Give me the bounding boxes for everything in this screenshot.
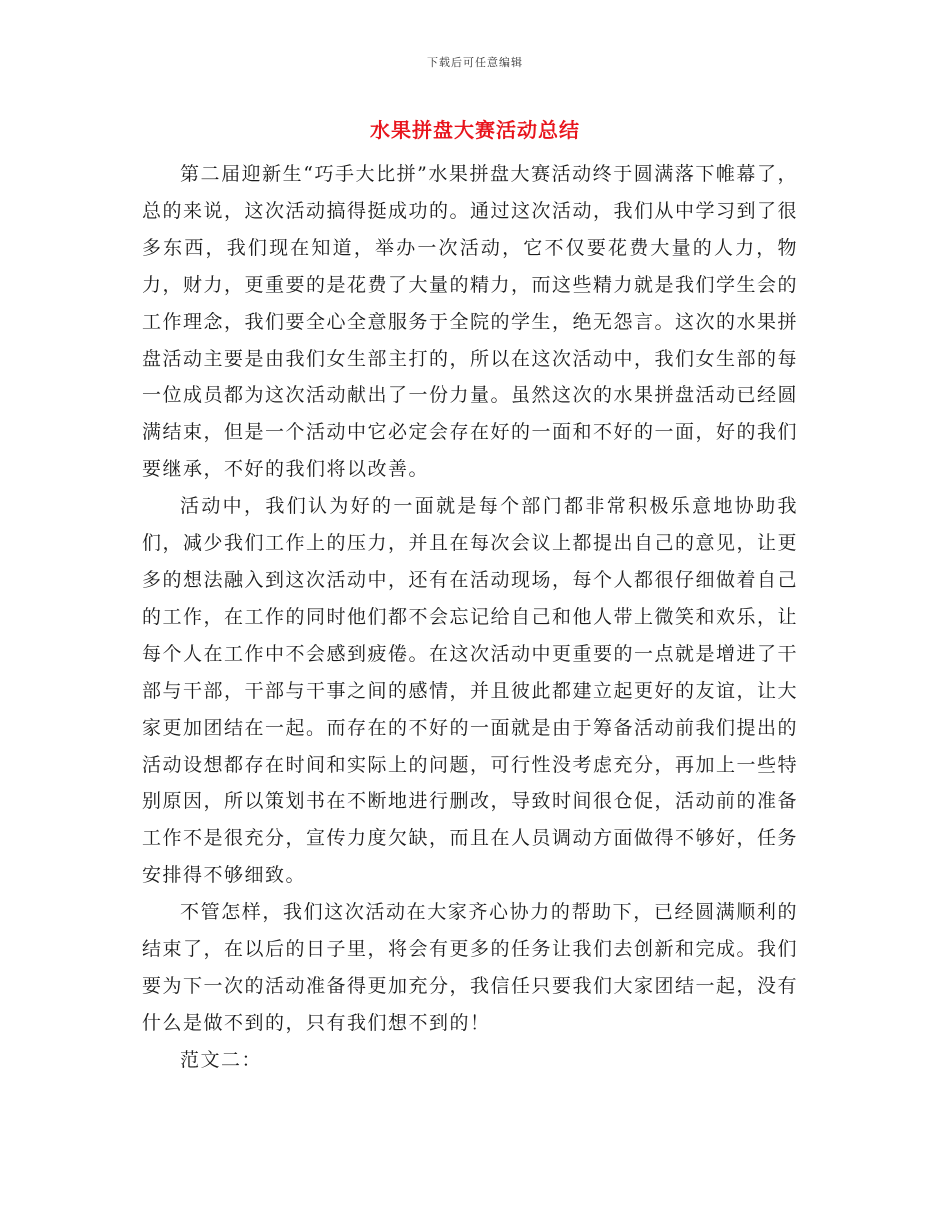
document-body [142, 156, 798, 1079]
paragraph-4: 范文二： [180, 1048, 263, 1071]
document-title: 水果拼盘大赛活动总结 [370, 118, 580, 142]
header-note: 下载后可任意编辑 [427, 56, 523, 69]
paragraph-3: 不管怎样，我们这次活动在大家齐心协力的帮助下，已经圆满顺利的结束了，在以后的日子里，将会有更多的任务让我们去创新和完成。我们要为下一次的活动准备得更加充分，我信任只要我们大家团结一起，没有什么是做不到的，只有我们想不到的！ [142, 901, 799, 1034]
paragraph-2: 活动中，我们认为好的一面就是每个部门都非常积极乐意地协助我们，减少我们工作上的压力，并且在每次会议上都提出自己的意见，让更多的想法融入到这次活动中，还有在活动现场，每个人都很仔细做着自己的工作，在工作的同时他们都不会忘记给自己和他人带上微笑和欢乐，让每个人在工作中不会感到疲倦。在这次活动中更重要的一点就是增进了干部与干部，干部与干事之间的感情，并且彼此都建立起更好的友谊，让大家更加团结在一起。而存在的不好的一面就是由于筹备活动前我们提出的活动设想都存在时间和实际上的问题，可行性没考虑充分，再加上一些特别原因，所以策划书在不断地进行删改，导致时间很仓促，活动前的准备工作不是很充分，宣传力度欠缺，而且在人员调动方面做得不够好，任务安排得不够细致。 [142, 495, 799, 887]
paragraph-1: 第二届迎新生“巧手大比拼”水果拼盘大赛活动终于圆满落下帷幕了，总的来说，这次活动搞得挺成功的。通过这次活动，我们从中学习到了很多东西，我们现在知道，举办一次活动，它不仅要花费大量的人力，物力，财力，更重要的是花费了大量的精力，而这些精力就是我们学生会的工作理念，我们要全心全意服务于全院的学生，绝无怨言。这次的水果拼盘活动主要是由我们女生部主打的，所以在这次活动中，我们女生部的每一位成员都为这次活动献出了一份力量。虽然这次的水果拼盘活动已经圆满结束，但是一个活动中它必定会存在好的一面和不好的一面，好的我们要继承，不好的我们将以改善。 [142, 163, 799, 481]
